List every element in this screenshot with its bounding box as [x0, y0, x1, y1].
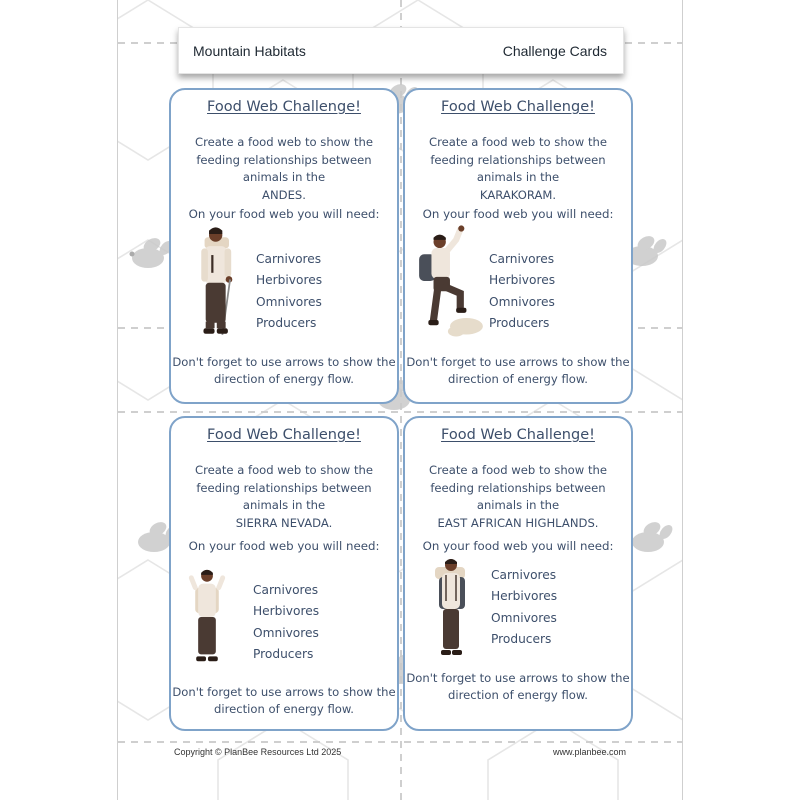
card-title: Food Web Challenge!: [207, 99, 361, 115]
challenge-card-sierra-nevada: [169, 416, 399, 731]
list-item: Producers: [491, 631, 552, 646]
challenge-card-andes: [169, 88, 399, 404]
card-intro: [175, 134, 393, 204]
card-requirements-list: [253, 580, 319, 665]
card-requirements-list: [489, 249, 555, 334]
card-region: EAST AFRICAN HIGHLANDS.: [437, 515, 599, 530]
list-item: Carnivores: [256, 252, 322, 266]
header-topic: Mountain Habitats: [193, 43, 306, 59]
card-region: KARAKORAM.: [479, 187, 557, 202]
card-intro-text: Create a food web to show the feeding relationships between animals in the: [195, 463, 373, 512]
copyright-notice: Copyright © PlanBee Resources Ltd 2025: [174, 747, 342, 757]
card-intro: [409, 134, 627, 204]
card-requirements-list: [491, 565, 557, 650]
card-footer-note: Don't forget to use arrows to show the direction of energy flow.: [406, 671, 630, 702]
list-item: Omnivores: [253, 625, 319, 640]
list-item: Omnivores: [489, 294, 555, 309]
card-title: Food Web Challenge!: [441, 427, 595, 443]
card-requirements-list: [256, 249, 322, 334]
card-intro-text: Create a food web to show the feeding relationships between animals in the: [429, 463, 607, 512]
website-link[interactable]: www.planbee.com: [552, 747, 626, 757]
hiker-with-walking-stick-illustration: [191, 224, 247, 346]
card-title: Food Web Challenge!: [441, 99, 595, 115]
list-item: Producers: [253, 646, 314, 661]
card-intro: [175, 462, 393, 532]
hiker-climbing-rock-illustration: [415, 224, 487, 340]
list-item: Herbivores: [491, 589, 558, 604]
list-item: Producers: [256, 315, 317, 330]
card-title: Food Web Challenge!: [207, 427, 361, 443]
card-footer-note: Don't forget to use arrows to show the direction of energy flow.: [406, 355, 630, 386]
list-item: Carnivores: [253, 583, 319, 597]
list-item: Carnivores: [491, 568, 557, 582]
challenge-card-karakoram: [403, 88, 633, 404]
list-item: Herbivores: [489, 273, 556, 288]
hiker-with-backpack-illustration: [187, 566, 227, 674]
card-footer-note: Don't forget to use arrows to show the direction of energy flow.: [172, 685, 396, 716]
list-item: Carnivores: [489, 252, 555, 266]
card-need-label: On your food web you will need:: [422, 207, 614, 221]
header-banner: [178, 27, 624, 74]
list-item: Herbivores: [253, 604, 320, 619]
card-region: SIERRA NEVADA.: [235, 515, 333, 530]
card-need-label: On your food web you will need:: [422, 539, 614, 553]
card-region: ANDES.: [262, 187, 306, 202]
list-item: Omnivores: [491, 610, 557, 625]
list-item: Herbivores: [256, 273, 323, 288]
list-item: Omnivores: [256, 294, 322, 309]
card-footer-note: Don't forget to use arrows to show the direction of energy flow.: [172, 355, 396, 386]
list-item: Producers: [489, 315, 550, 330]
challenge-card-east-african-highlands: [403, 416, 633, 731]
card-need-label: On your food web you will need:: [188, 539, 380, 553]
card-intro: [409, 462, 627, 532]
card-need-label: On your food web you will need:: [188, 207, 380, 221]
card-intro-text: Create a food web to show the feeding relationships between animals in the: [429, 135, 607, 184]
header-resource-type: Challenge Cards: [502, 43, 607, 59]
worksheet-page: [117, 0, 683, 800]
hiker-holding-straps-illustration: [431, 555, 471, 667]
card-intro-text: Create a food web to show the feeding relationships between animals in the: [195, 135, 373, 184]
